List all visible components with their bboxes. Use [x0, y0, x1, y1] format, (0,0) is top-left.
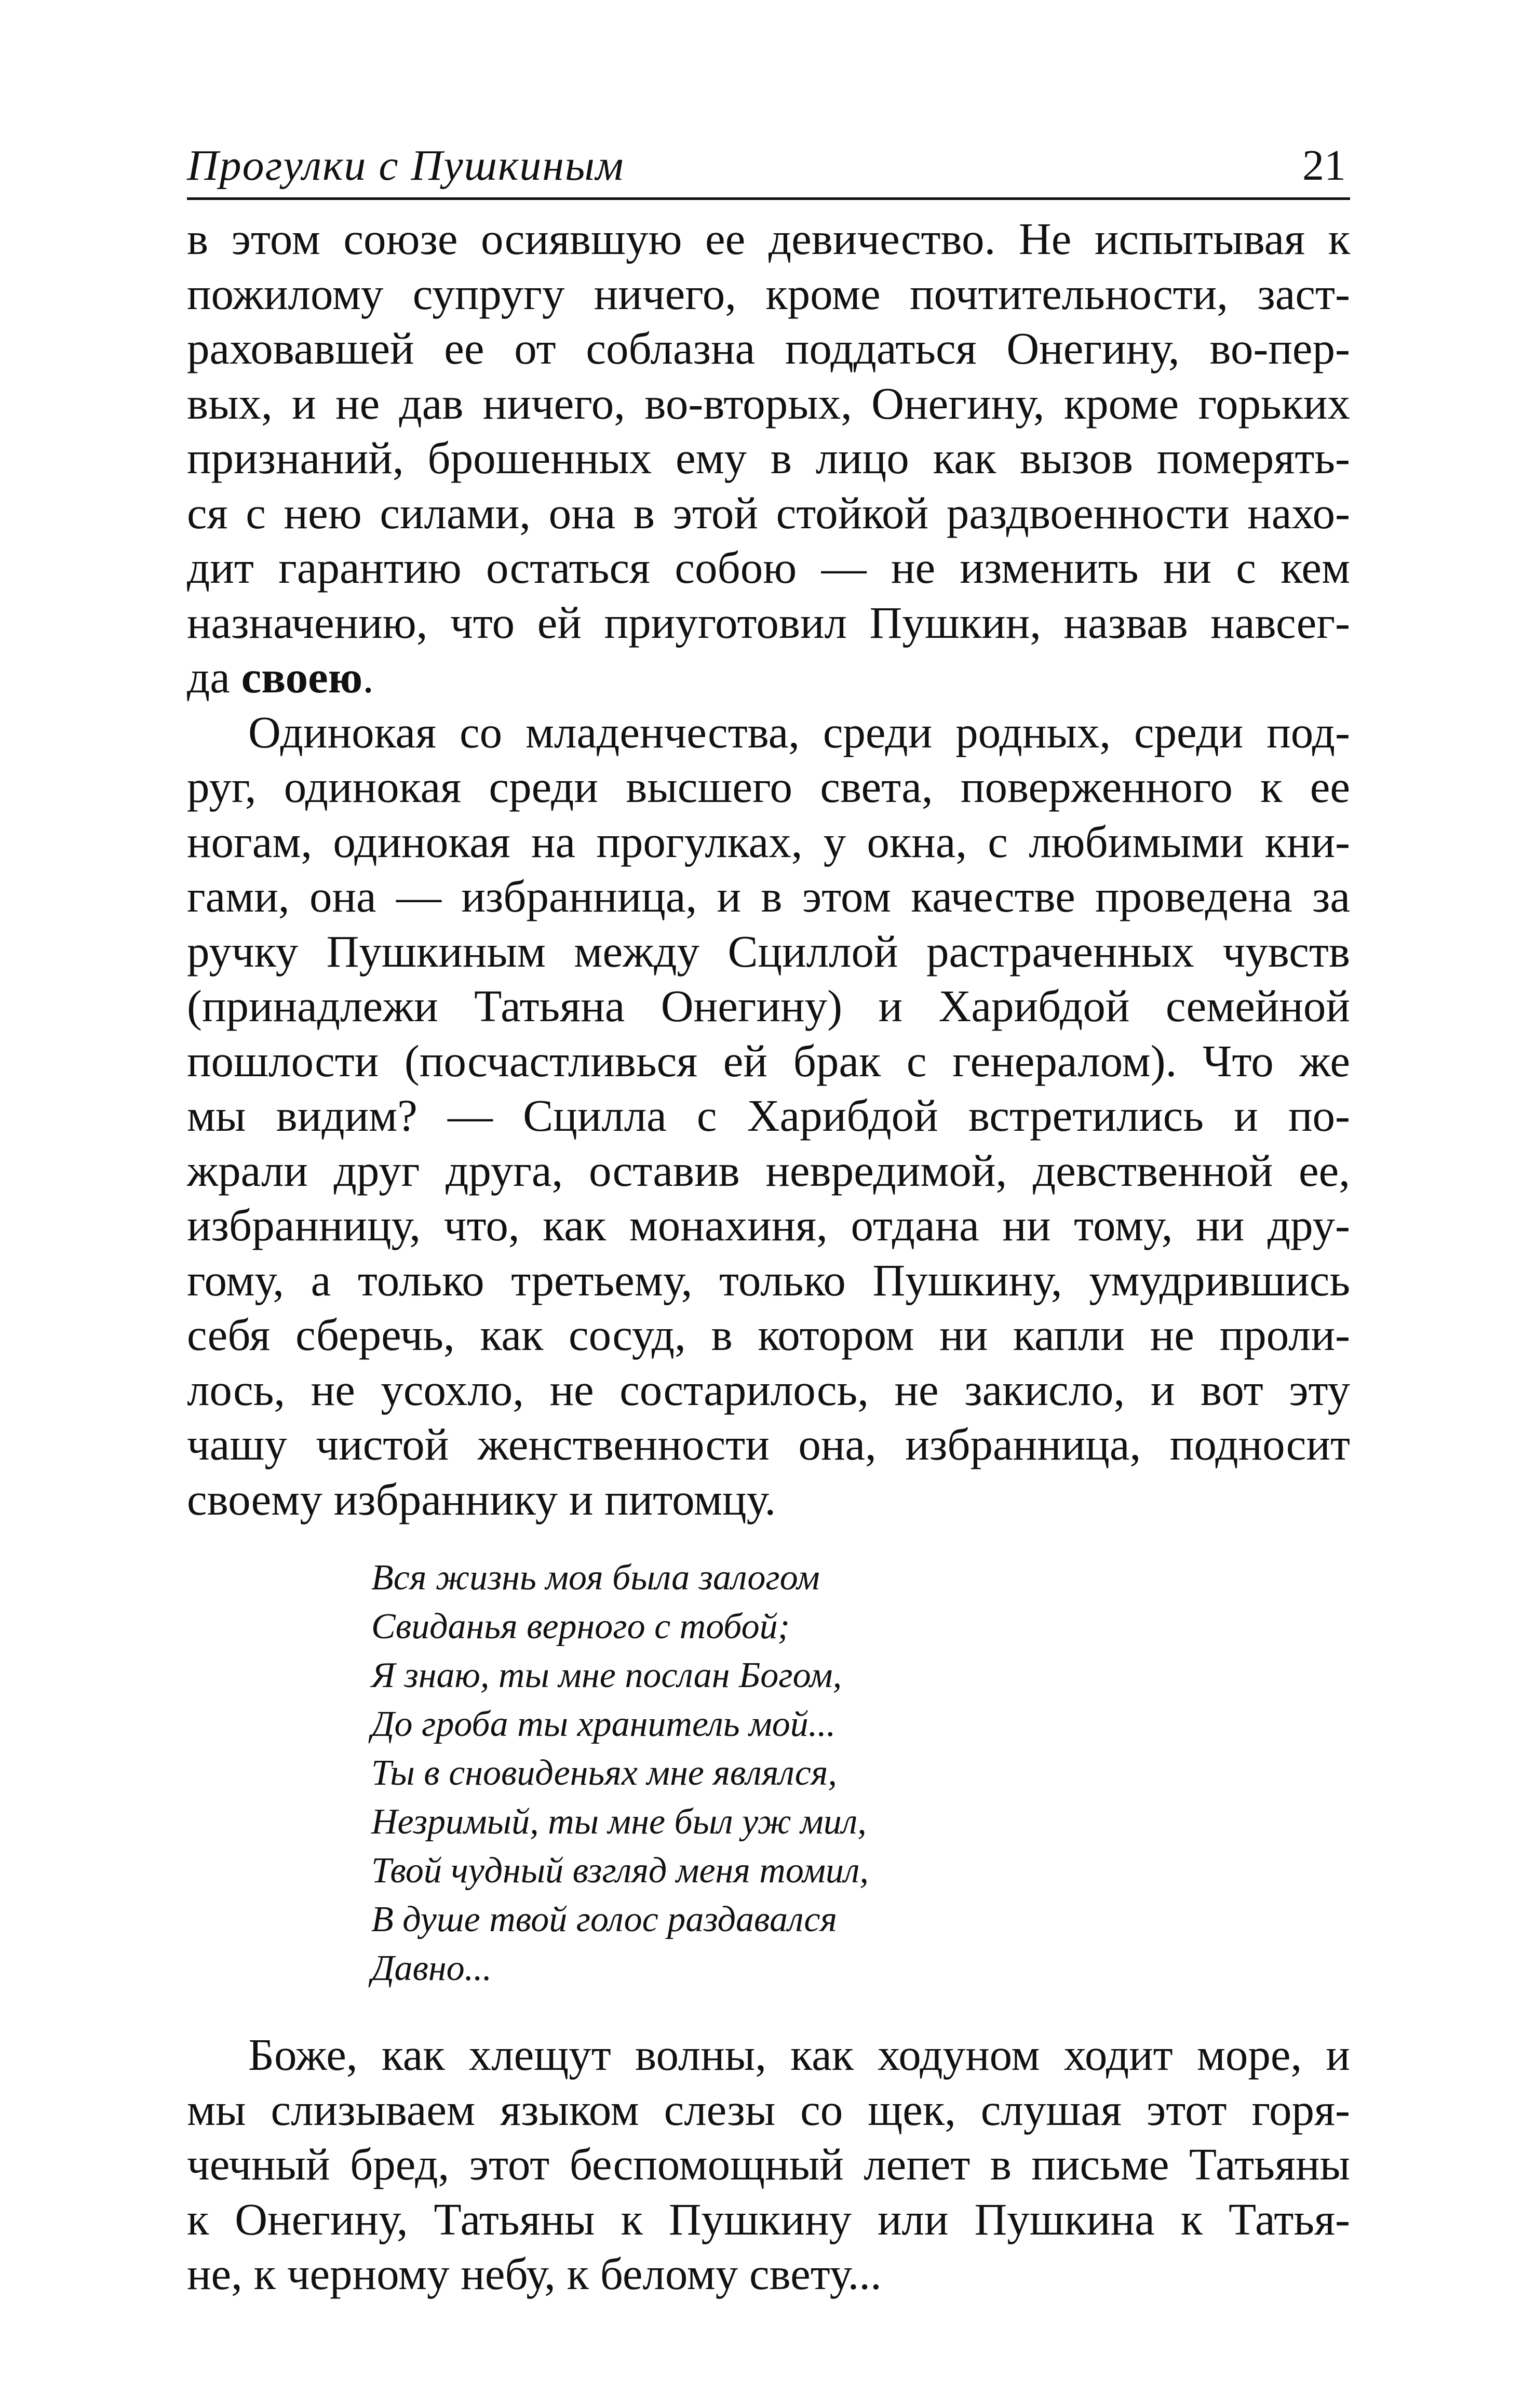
text-line: (принадлежи Татьяна Онегину) и Харибдой семейной — [187, 981, 1350, 1031]
body-text — [187, 211, 1350, 2302]
text-line: пошлости (посчастливься ей брак с генералом). Что же — [187, 1035, 1350, 1086]
paragraph-1 — [187, 211, 1350, 705]
running-header — [187, 130, 1350, 200]
text-line: ногам, одинокая на прогулках, у окна, с любимыми кни- — [187, 816, 1350, 867]
poem-verse: До гроба ты хранитель мой... — [371, 1704, 836, 1744]
text-line-last: своему избраннику и питомцу. — [187, 1474, 776, 1524]
poem-verse: Незримый, ты мне был уж мил, — [371, 1802, 867, 1842]
text-line: ручку Пушкиным между Сциллой растраченных чувств — [187, 926, 1350, 976]
text-line: признаний, брошенных ему в лицо как вызов померять- — [187, 433, 1350, 483]
text-fragment: да — [187, 652, 241, 702]
poem-verse: В душе твой голос раздавался — [371, 1899, 837, 1939]
text-line: Одинокая со младенчества, среди родных, среди под- — [248, 706, 1350, 757]
text-line: мы слизываем языком слезы со щек, слушая этот горя- — [187, 2084, 1350, 2135]
text-line-last — [187, 650, 1350, 705]
poem-verse: Ты в сновиденьях мне являлся, — [371, 1753, 837, 1793]
text-line: чечный бред, этот беспомощный лепет в письме Татьяны — [187, 2139, 1350, 2189]
text-line: в этом союзе осиявшую ее девичество. Не испытывая к — [187, 213, 1350, 264]
text-line: гами, она — избранница, и в этом качестве проведена за — [187, 871, 1350, 921]
text-line: мы видим? — Сцилла с Харибдой встретились и по- — [187, 1090, 1350, 1141]
text-line: избранницу, что, как монахиня, отдана ни тому, ни дру- — [187, 1200, 1350, 1250]
text-line: дит гарантию остаться собою — не изменить ни с кем — [187, 542, 1350, 593]
text-line: гому, а только третьему, только Пушкину, умудрившись — [187, 1254, 1350, 1305]
text-line: жрали друг друга, оставив невредимой, девственной ее, — [187, 1145, 1350, 1196]
book-page — [187, 130, 1350, 2302]
text-line: руг, одинокая среди высшего света, поверженного к ее — [187, 761, 1350, 812]
text-line: ся с нею силами, она в этой стойкой раздвоенности нахо- — [187, 487, 1350, 538]
poem-verse: Свиданья верного с тобой; — [371, 1607, 790, 1647]
paragraph-3 — [187, 2027, 1350, 2302]
text-line: себя сберечь, как сосуд, в котором ни капли не проли- — [187, 1309, 1350, 1360]
emphasized-word: своею — [241, 652, 363, 702]
poem-verse: Давно... — [371, 1948, 492, 1988]
poem-verse: Я знаю, ты мне послан Богом, — [371, 1655, 842, 1695]
text-fragment: . — [362, 652, 374, 702]
paragraph-2 — [187, 705, 1350, 1527]
text-line: лось, не усохло, не состарилось, не закисло, и вот эту — [187, 1364, 1350, 1415]
page-number: 21 — [1302, 141, 1346, 190]
poem-quote — [371, 1554, 1350, 1993]
text-line: раховавшей ее от соблазна поддаться Онегину, во-пер- — [187, 323, 1350, 373]
text-line-last: не, к черному небу, к белому свету... — [187, 2249, 882, 2299]
running-title: Прогулки с Пушкиным — [187, 141, 625, 190]
text-line: пожилому супругу ничего, кроме почтительности, заст- — [187, 268, 1350, 319]
text-line: к Онегину, Татьяны к Пушкину или Пушкина к Татья- — [187, 2193, 1350, 2244]
text-line: назначению, что ей приуготовил Пушкин, назвав навсег- — [187, 597, 1350, 648]
text-line: чашу чистой женственности она, избранница, подносит — [187, 1419, 1350, 1469]
poem-verse: Вся жизнь моя была залогом — [371, 1558, 820, 1598]
text-line: вых, и не дав ничего, во-вторых, Онегину, кроме горьких — [187, 378, 1350, 429]
text-line: Боже, как хлещут волны, как ходуном ходит море, и — [248, 2029, 1350, 2080]
poem-verse: Твой чудный взгляд меня томил, — [371, 1851, 869, 1891]
